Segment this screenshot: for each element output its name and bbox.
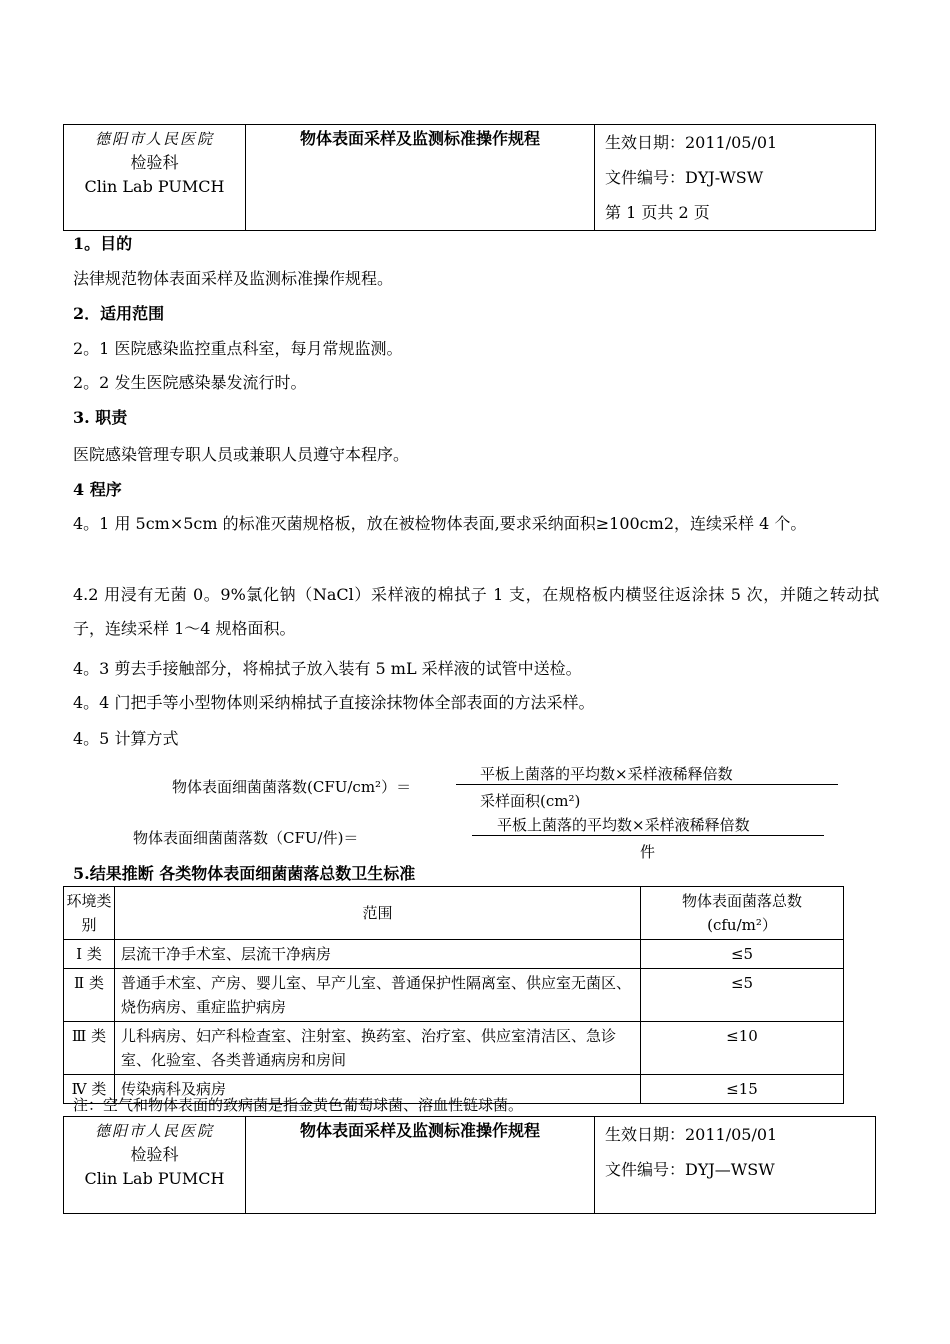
table-row: Ⅰ 类 层流干净手术室、层流干净病房 ≤5 — [64, 940, 844, 969]
section-1-text: 法律规范物体表面采样及监测标准操作规程。 — [73, 269, 394, 288]
header-class: 环境类别 — [64, 887, 115, 940]
section-4-3: 4。3 剪去手接触部分，将棉拭子放入装有 5 mL 采样液的试管中送检。 — [73, 659, 582, 678]
section-5-title: 5.结果推断 各类物体表面细菌菌落总数卫生标准 — [73, 864, 416, 883]
formula-2-denominator: 件 — [640, 843, 656, 861]
doc-meta — [595, 1117, 876, 1214]
table-row: Ⅲ 类 儿科病房、妇产科检查室、注射室、换药室、治疗室、供应室清洁区、急诊室、化验室、各类普通病房和房间 ≤10 — [64, 1022, 844, 1075]
org-block — [64, 125, 246, 231]
formula-1-left: 物体表面细菌菌落数(CFU/cm²）＝ — [172, 778, 412, 796]
header-count: 物体表面菌落总数 (cfu/m²） — [641, 887, 844, 940]
lab-name: Clin Lab PUMCH — [84, 1169, 225, 1188]
section-4-5: 4。5 计算方式 — [73, 729, 179, 748]
section-1-title: 1。目的 — [73, 234, 133, 253]
section-3-text: 医院感染管理专职人员或兼职人员遵守本程序。 — [73, 445, 410, 464]
table-note: 注：空气和物体表面的致病菌是指金黄色葡萄球菌、溶血性链球菌。 — [73, 1096, 524, 1114]
section-2-title: 2．适用范围 — [73, 304, 165, 323]
document-header-page-2 — [63, 1116, 876, 1214]
doc-title: 物体表面采样及监测标准操作规程 — [246, 1117, 595, 1214]
section-2-2: 2。2 发生医院感染暴发流行时。 — [73, 373, 307, 392]
table-row: Ⅱ 类 普通手术室、产房、婴儿室、早产儿室、普通保护性隔离室、供应室无菌区、烧伤病房、重症监护病房 ≤5 — [64, 969, 844, 1022]
formula-2-left: 物体表面细菌菌落数（CFU/件)＝ — [133, 829, 359, 847]
effective-date: 生效日期：2011/05/01 — [605, 133, 778, 152]
section-4-2: 4.2 用浸有无菌 0。9%氯化钠（NaCl）采样液的棉拭子 1 支，在规格板内横竖往返涂抹 5 次，并随之转动拭子，连续采样 1～4 规格面积。 — [73, 585, 879, 638]
document-header — [63, 124, 876, 231]
section-4-1: 4。1 用 5cm×5cm 的标准灭菌规格板，放在被检物体表面,要求采纳面积≥100cm2，连续采样 4 个。 — [73, 514, 807, 533]
table-row: Ⅳ 类 传染病科及病房 ≤15 — [64, 1075, 844, 1104]
formula-1-numerator: 平板上菌落的平均数×采样液稀释倍数 — [480, 765, 733, 783]
formula-1-fraction-bar — [456, 784, 838, 785]
section-2-1: 2。1 医院感染监控重点科室，每月常规监测。 — [73, 339, 403, 358]
page-number: 第 1 页共 2 页 — [605, 203, 710, 222]
table-header-row — [64, 887, 844, 940]
hospital-name: 德阳市人民医院 — [94, 1122, 214, 1140]
org-block — [64, 1117, 246, 1214]
hospital-name: 德阳市人民医院 — [94, 130, 214, 148]
formula-1-denominator: 采样面积(cm²) — [480, 792, 581, 810]
section-4-title: 4 程序 — [73, 480, 122, 499]
department: 检验科 — [130, 153, 179, 172]
doc-number: 文件编号：DYJ-WSW — [605, 168, 764, 187]
doc-title: 物体表面采样及监测标准操作规程 — [246, 125, 595, 231]
department: 检验科 — [130, 1145, 179, 1164]
header-scope: 范围 — [115, 887, 641, 940]
section-3-title: 3. 职责 — [73, 408, 128, 427]
doc-number: 文件编号：DYJ—WSW — [605, 1160, 775, 1179]
formula-2-numerator: 平板上菌落的平均数×采样液稀释倍数 — [497, 816, 750, 834]
effective-date: 生效日期：2011/05/01 — [605, 1125, 778, 1144]
lab-name: Clin Lab PUMCH — [84, 177, 225, 196]
section-4-4: 4。4 门把手等小型物体则采纳棉拭子直接涂抹物体全部表面的方法采样。 — [73, 693, 595, 712]
hygiene-standard-table — [63, 886, 844, 1104]
formula-2-fraction-bar — [472, 835, 824, 836]
doc-meta — [595, 125, 876, 231]
